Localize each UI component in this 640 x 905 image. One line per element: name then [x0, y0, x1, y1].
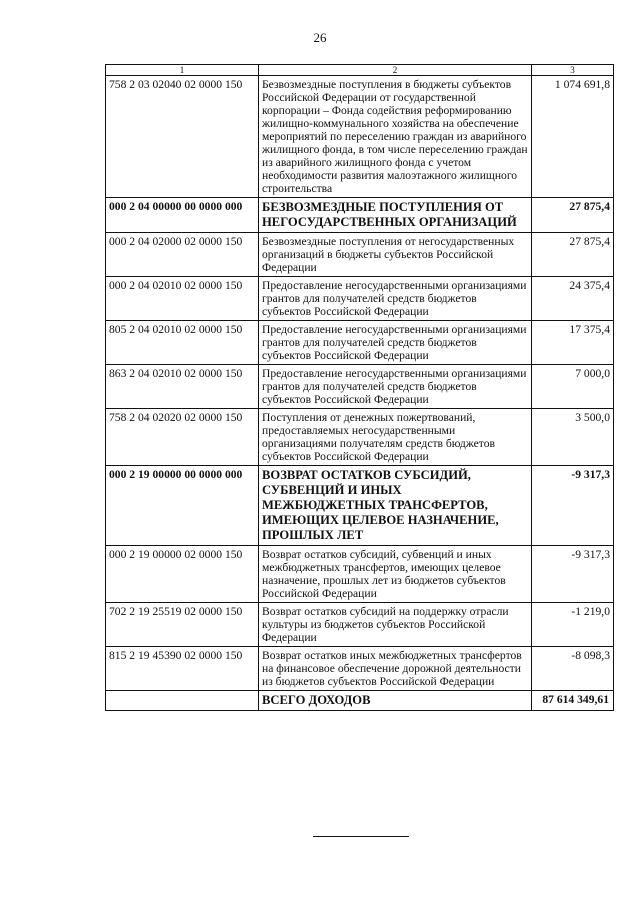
table-row: [106, 233, 614, 277]
row-code: 000 2 04 02000 02 0000 150: [106, 233, 259, 277]
row-code: 000 2 19 00000 02 0000 150: [106, 546, 259, 603]
row-code: 758 2 04 02020 02 0000 150: [106, 409, 259, 466]
row-amount: -8 098,3: [532, 647, 614, 691]
row-amount: 7 000,0: [532, 365, 614, 409]
row-description: Безвозмездные поступления от негосударственных организаций в бюджеты субъектов Российской Федерации: [259, 233, 532, 277]
row-amount: -9 317,3: [532, 466, 614, 546]
row-description: Поступления от денежных пожертвований, предоставляемых негосударственными организациями получателям средств бюджетов субъектов Российской Федерации: [259, 409, 532, 466]
row-description: Возврат остатков субсидий, субвенций и иных межбюджетных трансфертов, имеющих целевое назначение, прошлых лет из бюджетов субъектов Российской Федерации: [259, 546, 532, 603]
row-code: 758 2 03 02040 02 0000 150: [106, 76, 259, 198]
row-code: 000 2 04 02010 02 0000 150: [106, 277, 259, 321]
row-amount: 17 375,4: [532, 321, 614, 365]
table-row: [106, 198, 614, 233]
table-row: [106, 277, 614, 321]
row-amount: 24 375,4: [532, 277, 614, 321]
table-row: [106, 365, 614, 409]
column-number-row: [106, 65, 614, 76]
row-amount: 27 875,4: [532, 233, 614, 277]
page-number: 26: [313, 30, 327, 45]
table-row: [106, 76, 614, 198]
table-row: [106, 321, 614, 365]
row-amount: -9 317,3: [532, 546, 614, 603]
row-description: Возврат остатков иных межбюджетных трансфертов на финансовое обеспечение дорожной деятельности из бюджетов субъектов Российской Федерации: [259, 647, 532, 691]
row-code: 000 2 04 00000 00 0000 000: [106, 198, 259, 233]
revenue-table: [105, 64, 614, 711]
table-row: [106, 647, 614, 691]
row-description: ВОЗВРАТ ОСТАТКОВ СУБСИДИЙ, СУБВЕНЦИЙ И ИНЫХ МЕЖБЮДЖЕТНЫХ ТРАНСФЕРТОВ, ИМЕЮЩИХ ЦЕЛЕВОЕ НАЗНАЧЕНИЕ, ПРОШЛЫХ ЛЕТ: [259, 466, 532, 546]
row-code: 805 2 04 02010 02 0000 150: [106, 321, 259, 365]
row-amount: -1 219,0: [532, 603, 614, 647]
row-code: 000 2 19 00000 00 0000 000: [106, 466, 259, 546]
row-description: БЕЗВОЗМЕЗДНЫЕ ПОСТУПЛЕНИЯ ОТ НЕГОСУДАРСТВЕННЫХ ОРГАНИЗАЦИЙ: [259, 198, 532, 233]
table-row: [106, 546, 614, 603]
total-label: ВСЕГО ДОХОДОВ: [259, 691, 532, 711]
table-row: [106, 466, 614, 546]
row-code: 863 2 04 02010 02 0000 150: [106, 365, 259, 409]
column-header-code: 1: [106, 65, 259, 76]
total-code: [106, 691, 259, 711]
row-description: Предоставление негосударственными организациями грантов для получателей средств бюджетов субъектов Российской Федерации: [259, 321, 532, 365]
row-description: Возврат остатков субсидий на поддержку отрасли культуры из бюджетов субъектов Российской Федерации: [259, 603, 532, 647]
column-header-description: 2: [259, 65, 532, 76]
row-amount: 1 074 691,8: [532, 76, 614, 198]
row-description: Предоставление негосударственными организациями грантов для получателей средств бюджетов субъектов Российской Федерации: [259, 365, 532, 409]
total-row: [106, 691, 614, 711]
row-amount: 3 500,0: [532, 409, 614, 466]
footer-rule: [313, 836, 409, 837]
table-row: [106, 603, 614, 647]
row-code: 815 2 19 45390 02 0000 150: [106, 647, 259, 691]
column-header-amount: 3: [532, 65, 614, 76]
total-amount: 87 614 349,61: [532, 691, 614, 711]
row-amount: 27 875,4: [532, 198, 614, 233]
row-description: Предоставление негосударственными организациями грантов для получателей средств бюджетов субъектов Российской Федерации: [259, 277, 532, 321]
row-description: Безвозмездные поступления в бюджеты субъектов Российской Федерации от государственной корпорации – Фонда содействия реформированию жилищно-коммунального хозяйства на обеспечение мероприятий по переселению граждан из аварийного жилищного фонда, в том числе переселению граждан из аварийного жилищного фонда с учетом необходимости развития малоэтажного жилищного строительства: [259, 76, 532, 198]
table-row: [106, 409, 614, 466]
row-code: 702 2 19 25519 02 0000 150: [106, 603, 259, 647]
